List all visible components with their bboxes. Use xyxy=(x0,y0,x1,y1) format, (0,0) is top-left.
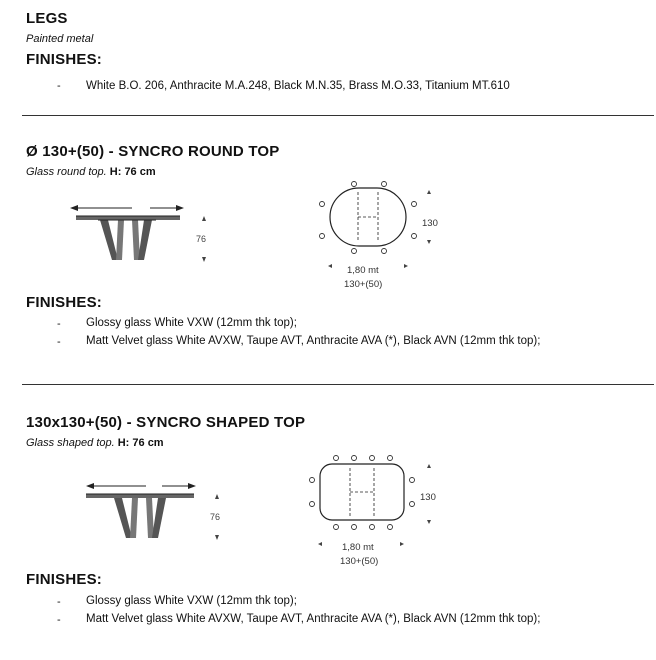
shaped-finish-item: Matt Velvet glass White AVXW, Taupe AVT, Anthracite AVA (*), Black AVN (12mm thk top); xyxy=(86,613,541,625)
legs-subtitle: Painted metal xyxy=(26,33,94,45)
table-leg xyxy=(132,220,140,260)
round-height: H: 76 cm xyxy=(109,166,156,178)
bullet-dash: - xyxy=(57,318,61,330)
legs-title: LEGS xyxy=(26,10,68,27)
shaped-finishes-title: FINISHES: xyxy=(26,571,102,588)
round-finish-item: Matt Velvet glass White AVXW, Taupe AVT, Anthracite AVA (*), Black AVN (12mm thk top); xyxy=(86,335,541,347)
chair-markers xyxy=(320,182,417,254)
shaped-plan-length-sub: 130+(50) xyxy=(340,556,379,567)
bullet-dash: - xyxy=(57,80,61,92)
table-leg xyxy=(146,498,154,538)
round-finish-item: Glossy glass White VXW (12mm thk top); xyxy=(86,317,297,329)
table-leg xyxy=(152,498,166,538)
table-leg xyxy=(116,220,124,260)
round-plan-depth: 130 xyxy=(422,218,438,229)
shaped-finish-item: Glossy glass White VXW (12mm thk top); xyxy=(86,595,297,607)
table-leg xyxy=(138,220,152,260)
bullet-dash: - xyxy=(57,336,61,348)
round-side-view-drawing xyxy=(60,188,220,268)
table-top xyxy=(86,494,194,498)
shaped-title: 130x130+(50) - SYNCRO SHAPED TOP xyxy=(26,414,306,431)
table-leg xyxy=(114,498,132,538)
bullet-dash: - xyxy=(57,596,61,608)
round-plan-length: 1,80 mt xyxy=(347,265,379,276)
round-plan-length-sub: 130+(50) xyxy=(344,279,383,290)
section-divider xyxy=(22,384,654,385)
round-side-height: 76 xyxy=(196,234,207,244)
shaped-subtitle-text: Glass shaped top. xyxy=(26,437,115,449)
shaped-height: H: 76 cm xyxy=(117,437,164,449)
round-finishes-title: FINISHES: xyxy=(26,294,102,311)
legs-finishes-title: FINISHES: xyxy=(26,51,102,68)
round-subtitle xyxy=(26,166,156,178)
bullet-dash: - xyxy=(57,614,61,626)
table-leg xyxy=(100,220,118,260)
shaped-plan-length: 1,80 mt xyxy=(342,542,374,553)
legs-finish-item: White B.O. 206, Anthracite M.A.248, Black M.N.35, Brass M.O.33, Titanium MT.610 xyxy=(86,80,510,92)
shaped-plan-depth: 130 xyxy=(420,492,436,503)
table-top xyxy=(76,216,180,220)
shaped-subtitle xyxy=(26,437,164,449)
table-leg xyxy=(130,498,138,538)
shaped-side-height: 76 xyxy=(210,512,221,522)
round-subtitle-text: Glass round top. xyxy=(26,166,107,178)
section-divider xyxy=(22,115,654,116)
round-title: Ø 130+(50) - SYNCRO ROUND TOP xyxy=(26,143,280,160)
